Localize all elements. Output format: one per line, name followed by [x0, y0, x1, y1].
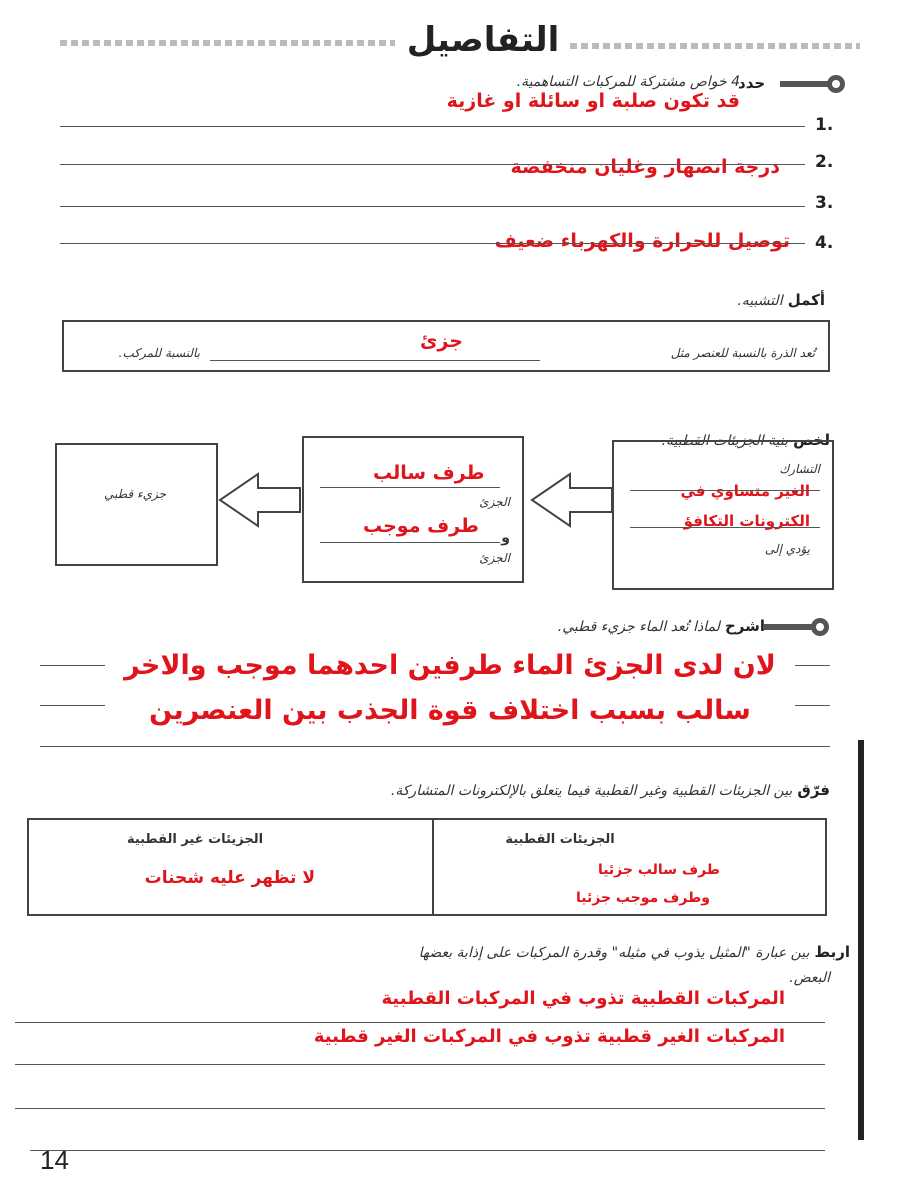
compare-table-divider — [432, 818, 434, 916]
q3-right-answer-1: الغير متساوي في — [680, 482, 810, 500]
page-title: التفاصيل — [406, 20, 560, 60]
q4-line-1-left — [40, 665, 105, 666]
q4-label: اشرح — [724, 617, 765, 635]
q1-answer-1: قد تكون صلبة او سائلة او غازية — [446, 90, 740, 112]
q3-mid-text-1: الجزئ — [479, 495, 510, 509]
q6-answer-2: المركبات الغير قطبية تذوب في المركبات الغير قطبية — [313, 1026, 785, 1047]
q3-right-text-1: التشارك — [779, 462, 820, 476]
q2-sentence-end: بالنسبة للمركب. — [118, 346, 200, 360]
q5-header — [90, 780, 830, 799]
q1-answer-2: درجة انصهار وغليان منخفضة — [510, 156, 780, 178]
q5-polar-answer-2: وطرف موجب جزئيا — [576, 890, 710, 906]
q1-line-1 — [60, 126, 805, 127]
compare-col-nonpolar: الجزيئات غير القطبية — [126, 832, 264, 847]
q4-header — [400, 616, 765, 635]
q4-line-2-right — [795, 705, 830, 706]
q1-prompt: 4 خواص مشتركة للمركبات التساهمية. — [516, 74, 740, 90]
q6-label: اربط — [814, 943, 850, 961]
q2-header — [600, 290, 825, 309]
q2-label: أكمل — [787, 291, 825, 309]
q6-line-4 — [30, 1150, 825, 1151]
q1-line-4 — [60, 243, 805, 244]
q3-label: لخص — [793, 431, 830, 449]
header-dashes-left — [60, 40, 395, 46]
arrow-left-2 — [530, 470, 614, 530]
q3-right-line-1 — [630, 490, 820, 491]
q4-answer-2: سالب بسبب اختلاف قوة الجذب بين العنصرين — [149, 695, 751, 726]
q2-sentence-start: تُعد الذرة بالنسبة للعنصر مثل — [670, 346, 815, 360]
q5-polar-answer-1: طرف سالب جزئيا — [597, 862, 720, 878]
q6-header — [20, 942, 850, 961]
summary-box-left — [55, 443, 218, 566]
summary-box-left-text: جزيء قطبي — [103, 487, 167, 501]
arrow-left-1 — [218, 470, 302, 530]
q1-num-2: 2. — [815, 152, 834, 172]
q1-answer-3: توصيل للحرارة والكهرباء ضعيف — [494, 230, 790, 252]
q6-prompt: بين عبارة "المثيل يذوب في مثيله" وقدرة المركبات على إذابة بعضها — [418, 945, 810, 961]
q5-nonpolar-answer: لا تظهر عليه شحنات — [144, 868, 315, 888]
q3-mid-answer-1: طرف سالب — [373, 462, 485, 484]
page-number: 14 — [40, 1145, 69, 1175]
q4-line-3 — [40, 746, 830, 747]
key-icon — [762, 617, 832, 637]
q2-prompt: التشبيه. — [737, 293, 783, 309]
key-icon — [778, 74, 848, 94]
q3-mid-line-1 — [320, 487, 500, 488]
q3-mid-text-3: الجزئ — [479, 551, 510, 565]
compare-col-polar: الجزيئات القطبية — [505, 832, 615, 847]
q3-mid-line-2 — [320, 542, 500, 543]
q5-prompt: بين الجزيئات القطبية وغير القطبية فيما يتعلق بالإلكترونات المتشاركة. — [390, 783, 793, 799]
q6-prompt-2: البعض. — [789, 970, 830, 986]
q6-line-1 — [15, 1022, 825, 1023]
q2-answer: جزئ — [420, 330, 463, 352]
q1-num-4: 4. — [815, 233, 834, 253]
q4-line-1-right — [795, 665, 830, 666]
page-edge-bar — [858, 740, 864, 1140]
q1-line-2 — [60, 164, 805, 165]
q3-right-text-2: يؤدي إلى — [764, 542, 810, 556]
q2-blank — [210, 360, 540, 361]
q1-num-1: 1. — [815, 115, 834, 135]
header-dashes-right — [570, 43, 860, 49]
q1-num-3: 3. — [815, 193, 834, 213]
q6-line-2 — [15, 1064, 825, 1065]
q1-line-3 — [60, 206, 805, 207]
q3-mid-answer-2: طرف موجب — [363, 515, 479, 537]
q3-right-line-2 — [630, 527, 820, 528]
q4-line-2-left — [40, 705, 105, 706]
q4-prompt: لماذا تُعد الماء جزيء قطبي. — [557, 619, 720, 635]
q6-line-3 — [15, 1108, 825, 1109]
q1-label: حدد — [738, 74, 766, 92]
q5-label: فرّق — [797, 781, 830, 799]
q3-mid-text-2: و — [501, 530, 510, 546]
q6-answer-1: المركبات القطبية تذوب في المركبات القطبية — [381, 988, 785, 1009]
q3-right-answer-2: الكترونات التكافؤ — [683, 512, 810, 530]
q4-answer-1: لان لدى الجزئ الماء طرفين احدهما موجب والاخر — [124, 650, 776, 681]
q3-prompt: بنية الجزيئات القطبية. — [661, 433, 788, 449]
